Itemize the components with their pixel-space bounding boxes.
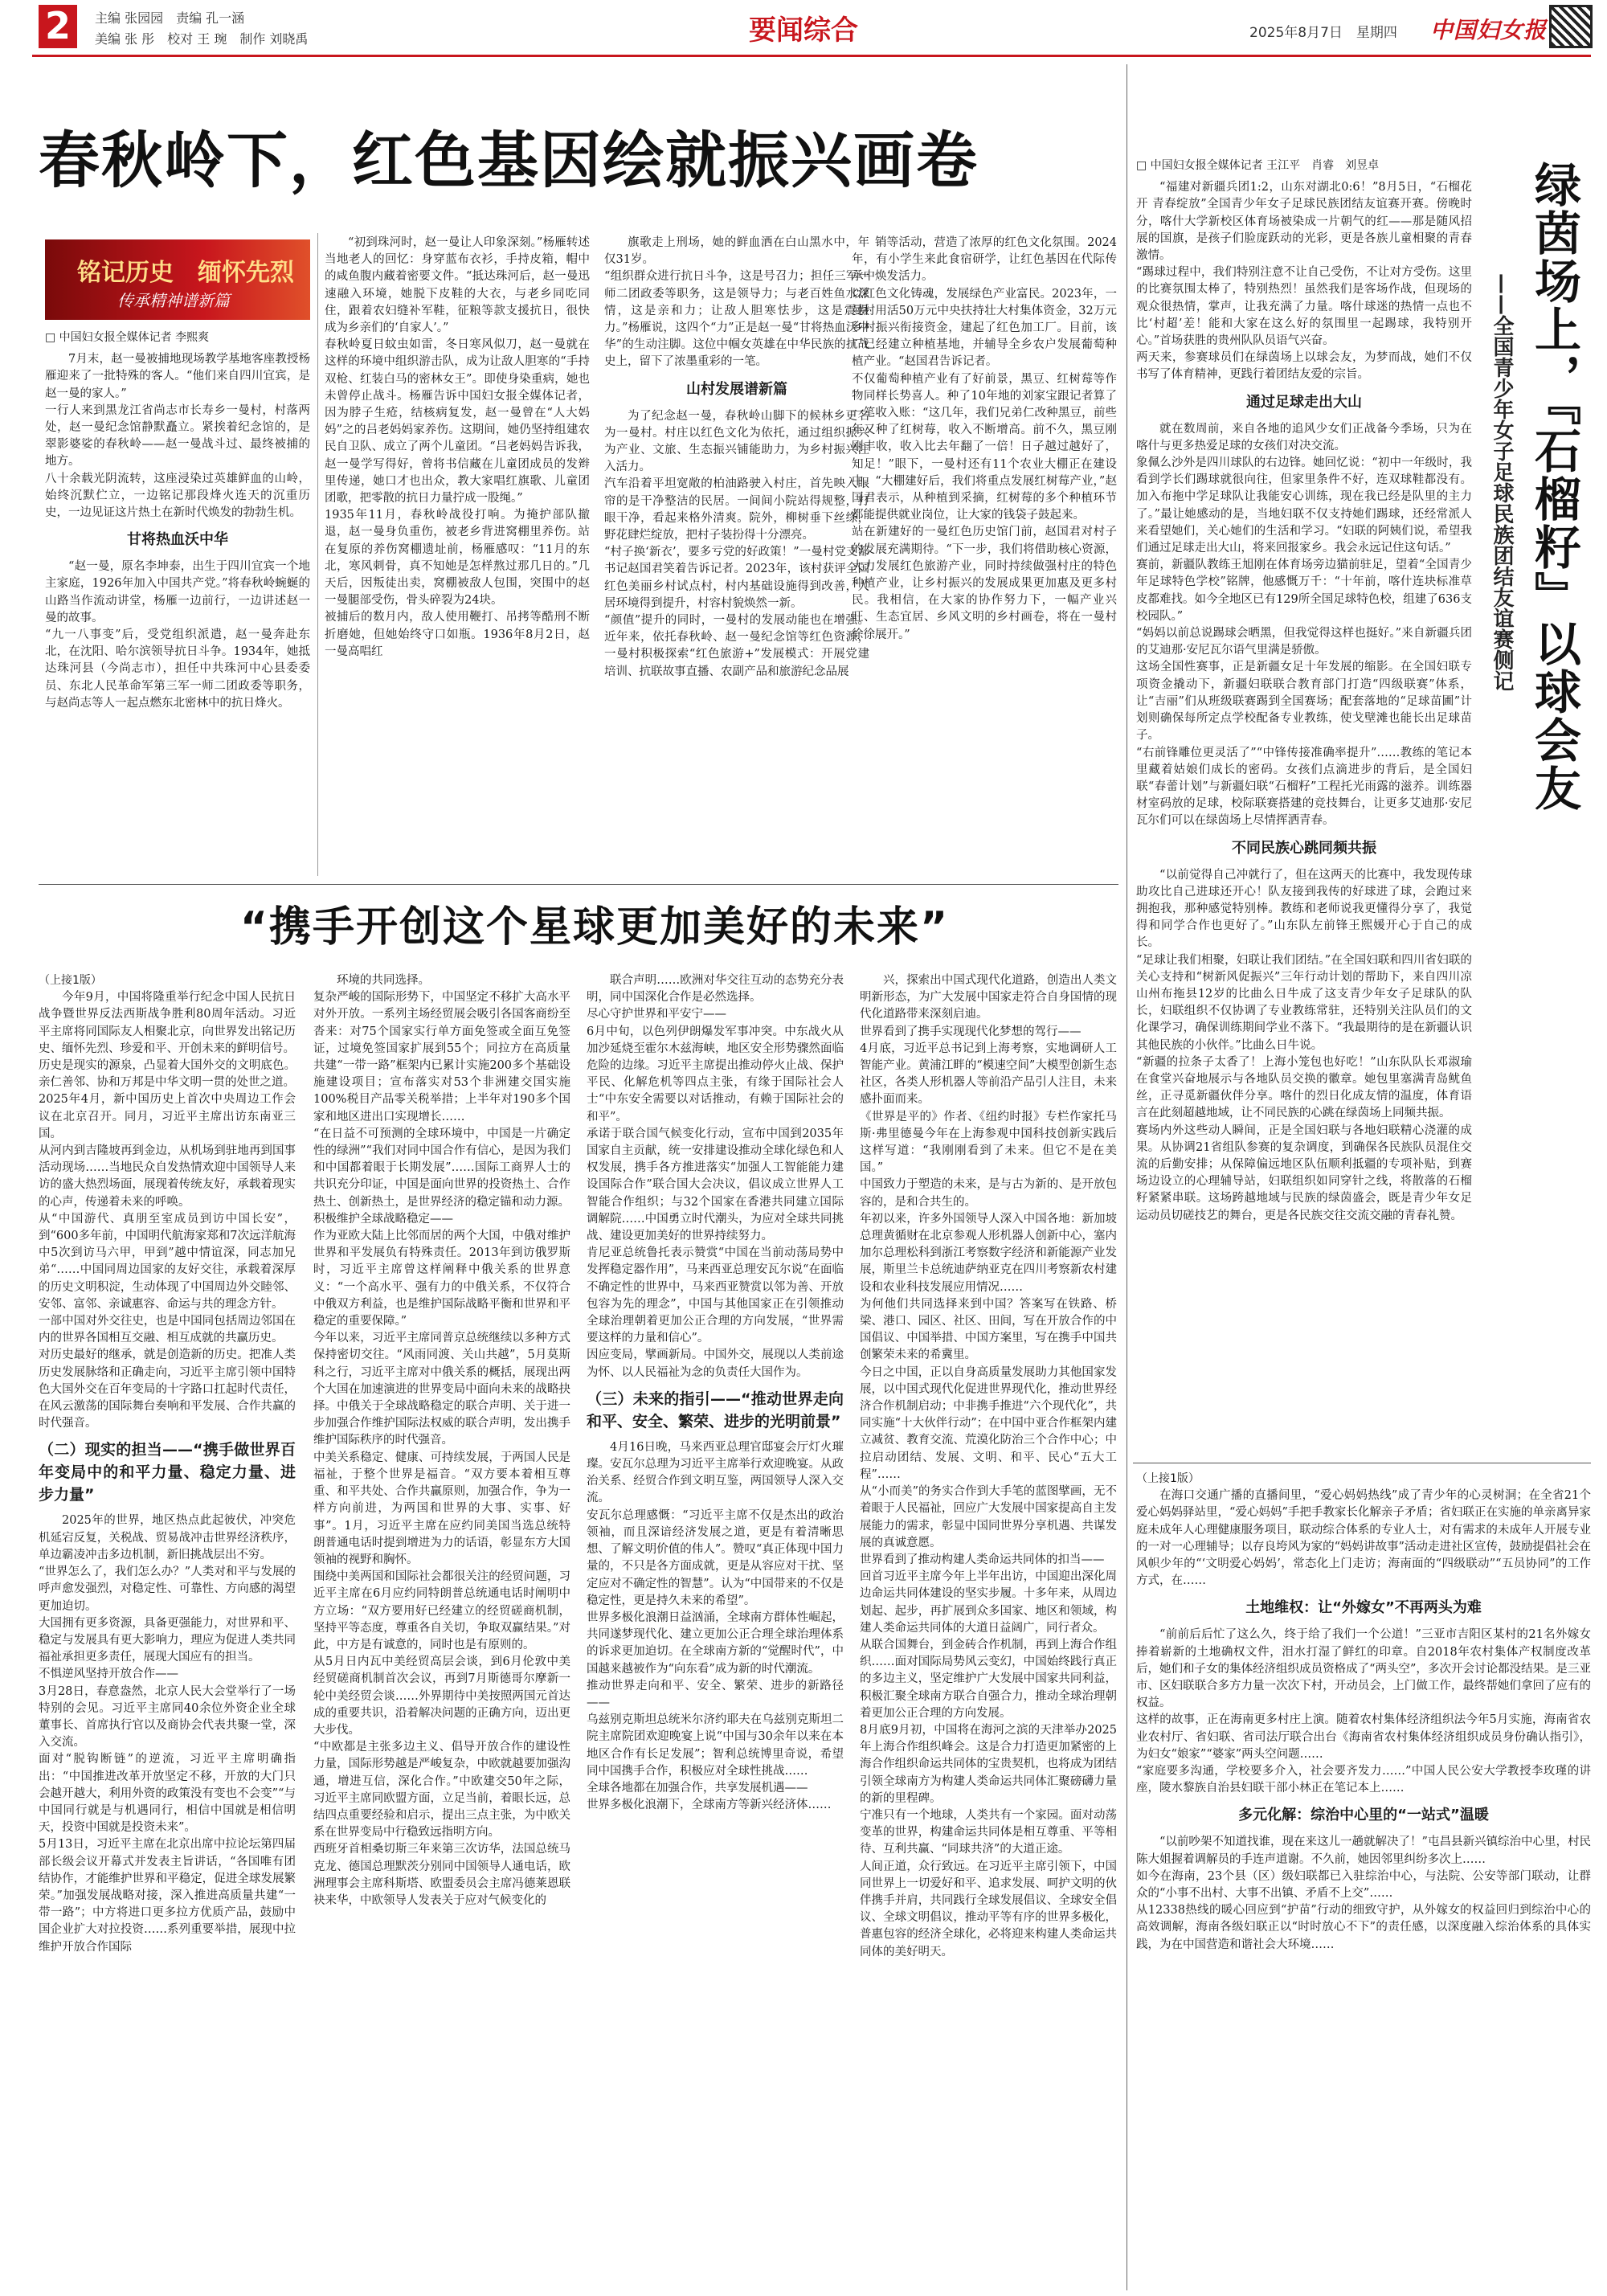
story3-vertical-subtitle: ——全国青少年女子足球民族团结友谊赛侧记 [1490,273,1514,691]
issue-date: 2025年8月7日 星期四 [1249,25,1397,41]
story1-col2-text: “初到珠河时，赵一曼让人印象深刻。”杨雁转述当地老人的回忆：身穿蓝布衣衫，手持皮箱，帽中的咸鱼腹内藏着密要文件。“抵达珠河后，赵一曼迅速融入环境，她脱下皮鞋的大衣，与老乡同吃同住，跟着农妇缝补军鞋，征粮等款支援抗日，很快成为乡亲们的‘自家人’。” 春秋岭夏日蚊虫如雷，冬日寒风似刀，赵一曼就在这样的环境中组织游击队，成为让敌人胆寒的“手持双枪、红装白马的密林女王”。即使身染重病，她也未曾停止战斗。杨雁告诉中国妇女报全媒体记者，因为脖子生疮，结核病复发，赵一曼曾在“人大妈妈”之的吕老妈妈家养伤。这期间，她仍坚持组建农民自卫队、成立了两个儿童团。“吕老妈妈告诉我，赵一曼学写得好，曾将书信藏在儿童团成员的发辫里传递，她口才也出众，教大家唱红旗歌、儿童团团歌，把零散的抗日力量拧成一股绳。” 1935年11月，春秋岭战役打响。为掩护部队撤退，赵一曼身负重伤，被老乡背进窝棚里养伤。站在复原的养伤窝棚遗址前，杨雁感叹：“11月的东北，寒风刺骨，真不知她是怎样熬过那几日的。”几天后，因叛徒出卖，窝棚被敌人包围，突围中的赵一曼腿部受伤，骨头碎裂为24块。 被捕后的数月内，敌人使用鞭打、吊拷等酷刑不断折磨她，但她始终守口如瓶。1936年8月2日，赵一曼高唱红 [325,236,590,658]
story1-col3b-text: 为了纪念赵一曼，春秋岭山脚下的候林乡更名为一曼村。村庄以红色文化为依托，通过组织振兴为产业、文旅、生态振兴铺能助力，为乡村振兴注入活力。 汽车沿着平坦宽敞的柏油路驶入村庄，首先映入眼帘的是干净整洁的民居。一间间小院站得规整，打眼干净，看起来格外清爽。院外，柳树垂下丝绦，野花肆烂绽放，把村子装扮得十分漂亮。 “村子换‘新衣’，要多亏党的好政策！”一曼村党支部书记赵国君笑着告诉记者。2023年，该村获评全国红色美丽乡村试点村，村内基础设施得到改善，人居环境得到提升，村容村貌焕然一新。 “颜值”提升的同时，一曼村的发展动能也在增强。近年来，依托春秋岭、赵一曼纪念馆等红色资源，一曼村积极探索“红色旅游+”发展模式：开展党建培训、抗联故事直播、农副产品和旅游纪念品展 [604,409,869,678]
story2-section-2: （二）现实的担当——“携手做世界百年变局中的和平力量、稳定力量、进步力量” [39,1441,296,1504]
story3-text-1: “福建对新疆兵团1:2，山东对湖北0:6！”8月5日，“石榴花开 青春绽放”全国青少年女子足球民族团结友谊赛开赛。傍晚时分，喀什大学新校区体育场被染成一片朝气的红——那是随风招展的国旗，是孩子们脸庞跃动的光彩，更是各族儿童相聚的青春激情。 “踢球过程中，我们特别注意不让自己受伤，不让对方受伤。这里的比赛氛围太棒了，特别热烈！虽然我们是客场作战，但现场的观众很热情，掌声，让我充满了力量。喀什球迷的热情一点也不比‘村超’差！能和大家在这么好的氛围里一起踢球，我特别开心。”首场获胜的贵州队队员语气兴奋。 两天来，参赛球员们在绿茵场上以球会友，为梦而战，她们不仅书写了体育精神，更践行着团结友爱的宗旨。 [1136,181,1472,382]
story1-col4-text: 销等活动，营造了浓厚的红色文化氛围。2024年，有小学生来此食宿研学，让红色基因在代际传承中焕发活力。 以红色文化铸魂，发展绿色产业富民。2023年，一曼村用活50万元中央扶持壮大村集体资金，32万元乡村振兴衔接资金，建起了红色加工厂。目前，该厂已经建立种植基地，并辅导全乡农户发展葡萄种植产业。“赵国君告诉记者。 不仅葡萄种植产业有了好前景，黑豆、红树莓等作物同样长势喜人。种了10年地的刘家宝跟记者算了一笔收入账：“这几年，我们兄弟仁改种黑豆，前些年又种了红树莓，收入不断增高。前不久，黑豆刚刚丰收，收入比去年翻了一倍！日子越过越好了，知足！”眼下，一曼村还有11个农业大棚正在建设中。“大棚建好后，我们将重点发展红树莓产业，”赵国君表示，从种植到采摘，红树莓的多个种植环节都能提供就业岗位，让大家的钱袋子鼓起来。 站在新建好的一曼红色历史馆门前，赵国君对村子的发展充满期待。“下一步，我们将借助核心资源，大力发展红色旅游产业，同时持续做强村庄的特色种植产业，让乡村振兴的发展成果更加惠及更多村民。我相信，在大家的协作努力下，一幅产业兴旺、生态宜居、乡风文明的乡村画卷，将在一曼村徐徐展开。” [852,236,1117,641]
qr-code-icon [1549,5,1593,48]
story2-col1-text: 今年9月，中国将隆重举行纪念中国人民抗日战争暨世界反法西斯战争胜利80周年活动。习近平主席将同国际友人相聚北京，向世界发出铭记历史、缅怀先烈、珍爱和平、开创未来的鲜明信号。 历史是现实的源泉，凸显着大国外交的文明底色。亲仁善邻、协和万邦是中华文明一贯的处世之道。 2025年4月，新中国历史上首次中央周边工作会议在北京召开。同月，习近平主席出访东南亚三国。 从河内到吉隆坡再到金边，从机场到驻地再到国事活动现场……当地民众自发热情欢迎中国领导人来访的盛大热烈场面，展现着传统友好，承载着现实的心声，传递着未来的呼唤。 从“中国游代、真朋至室成员到访中国长安”，到“600多年前，中国明代航海家郑和7次远洋航海中5次到访马六甲，甲到”越中情谊深，同志加兄弟“……中国同周边国家的友好交往，承载着深厚的历史文明积淀，生动体现了中国周边外交睦邻、安邻、富邻、亲诚惠容、命运与共的理念方针。 一部中国对外交往史，也是中国同包括周边邻国在内的世界各国相互交融、相互成就的共赢历史。 对历史最好的继承，就是创造新的历史。把准人类历史发展脉络和正确走向，习近平主席引领中国特色大国外交在百年变局的十字路口扛起时代责任，在风云激荡的国际舞台奏响和平发展、合作共赢的时代强音。 [39,991,296,1430]
story3-vertical-title: 绿茵场上，『石榴籽』以球会友 [1527,161,1581,812]
story2-col2-text: 环境的共同选择。 复杂严峻的国际形势下，中国坚定不移扩大高水平对外开放。一系列主场经贸展会吸引各国客商纷至沓来：对75个国家实行单方面免签或全面互免签证，过境免签国家扩展到55个；同拉方在高质量共建“一带一路”框架内已累计实施200多个基础设施建设项目；宣布落实对53个非洲建交国实施100%税目产品零关税举措；上半年对190多个国家和地区进出口实现增长…… “在日益不可预测的全球环境中，中国是一片确定性的绿洲”“我们对同中国合作有信心，是因为我们和中国都着眼于长期发展”……国际工商界人士的共识充分印证，中国是面向世界的投资热土、合作热土、创新热土，是世界经济的稳定锚和动力源。 积极维护全球战略稳定—— 作为亚欧大陆上比邻而居的两个大国，中俄对维护世界和平发展负有特殊责任。2013年到访俄罗斯时，习近平主席曾这样阐释中俄关系的世界意义：“一个高水平、强有力的中俄关系，不仅符合中俄双方利益，也是维护国际战略平衡和世界和平稳定的重要保障。” 今年以来，习近平主席同普京总统继续以多种方式保持密切交往。“风雨同渡、关山共越”，5月莫斯科之行，习近平主席对中俄关系的概括，展现出两个大国在加速演进的世界变局中面向未来的战略抉择。中俄关于全球战略稳定的联合声明、关于进一步加强合作维护国际法权威的联合声明，发出携手维护国际秩序的时代强音。 中美关系稳定、健康、可持续发展，于两国人民是福祉，于整个世界是福音。“双方要本着相互尊重、和平共处、合作共赢原则，加强合作，争为一样方向前进，为两国和世界的大事、实事、好事”。1月，习近平主席在应约同美国当选总统特朗普通电话时提到增进为力的话语，彰显东方大国领袖的视野和胸怀。 围绕中美两国和国际社会都很关注的经贸问题，习近平主席在6月应约同特朗普总统通电话时阐明中方立场：“双方要用好已经建立的经贸磋商机制，坚持平等态度，尊重各自关切，争取双赢结果。”对此，中方是有诚意的，同时也是有原则的。 从5月日内瓦中美经贸高层会谈，到6月伦敦中美经贸磋商机制首次会议，再到7月斯德哥尔摩新一轮中美经贸会谈……外界期待中美按照两国元首达成的重要共识，沿着解决问题的正确方向，迈出更大步伐。 “中欧都是主张多边主义、倡导开放合作的建设性力量，国际形势越是严峻复杂，中欧就越要加强沟通，增进互信，深化合作。”中欧建交50年之际，习近平主席同欧盟方面，立足当前，着眼长远，总结四点重要经验和启示，提出三点主张，为中欧关系在世界变局中行稳致远指明方向。 西班牙首相桑切斯三年来第三次访华，法国总统马克龙、德国总理默茨分别同中国领导人通电话，欧洲理事会主席科斯塔、欧盟委员会主席冯德莱恩联袂来华，中欧领导人发表关于应对气候变化的 [313,974,570,1907]
story3-byline-text: □ 中国妇女报全媒体记者 王江平 肖睿 刘昱卓 [1136,159,1380,172]
story2-col1b-text: 2025年的世界，地区热点此起彼伏，冲突危机延宕反复，关税战、贸易战冲击世界经济秩序，单边霸凌冲击多边机制，新旧挑战层出不穷。 “世界怎么了，我们怎么办？”人类对和平与发展的呼声愈发强烈，对稳定性、可靠性、方向感的渴望更加迫切。 大国拥有更多资源，具备更强能力，对世界和平、稳定与发展具有更大影响力，理应为促进人类共同福祉承担更多责任，展现大国应有的担当。 不惧逆风坚持开放合作—— 3月28日，春意盎然，北京人民大会堂举行了一场特别的会见。习近平主席同40余位外资企业全球董事长、首席执行官以及商协会代表共聚一堂，深入交流。 面对“脱钩断链”的逆流，习近平主席明确指出：“中国推进改革开放坚定不移，开放的大门只会越开越大，利用外资的政策没有变也不会变”“与中国同行就是与机遇同行，相信中国就是相信明天，投资中国就是投资未来”。 5月13日，习近平主席在北京出席中拉论坛第四届部长级会议开幕式并发表主旨讲话，“各国唯有团结协作，才能维护世界和平稳定，促进全球发展繁荣。”加强发展战略对接，深入推进高质量共建“一带一路”；中方将进口更多拉方优质产品，鼓励中国企业扩大对拉投资……系列重要举措，展现中拉维护开放合作国际 [39,1514,296,1954]
story3-subhead-1: 通过足球走出大山 [1246,393,1362,411]
page-number: 2 [44,4,71,47]
banner-sub: 传承精神谱新篇 [117,291,230,310]
header-rule [32,55,1591,57]
story4-subhead-2: 多元化解：综治中心里的“一站式”温暖 [1238,1807,1489,1824]
story2-col3-text: 联合声明……欧洲对华交往互动的态势充分表明，同中国深化合作是必然选择。 尽心守护世界和平安宁—— 6月中旬，以色列伊朗爆发军事冲突。中东战火从加沙延烧至霍尔木兹海峡，地区安全形势骤然面临危险的边缘。习近平主席提出推动停火止战、保护平民、化解危机等四点主张，有缘于国际社会人士“中东安全需要以对话推动，有赖于国际社会的和平”。 承诺于联合国气候变化行动，宣布中国到2035年国家自主贡献，统一安排建设推动全球化绿色和人权发展，携手各方推进落实“加强人工智能能力建设国际合作”联合国大会决议，倡议成立世界人工智能合作组织；与32个国家在香港共同建立国际调解院……中国勇立时代潮头，为应对全球共同挑战、建设更加美好的世界持续努力。 肯尼亚总统鲁托表示赞赏“中国在当前动荡局势中发挥稳定器作用”，马来西亚总理安瓦尔说“在面临不确定性的世界中，马来西亚赞赏以邻为善、开放包容为先的理念”，中国与其他国家正在引领推动全球治理朝着更加公正合理的方向发展，“世界需要这样的力量和信心”。 因应变局，擘画新局。中国外交，展现以人类前途为怀、以人民福祉为念的负责任大国作为。 [587,974,844,1379]
divider [317,233,318,876]
story4-col [1136,1471,1591,2290]
story1-subhead-2: 山村发展谱新篇 [686,380,787,398]
story2-col3 [587,972,844,2290]
header [0,0,1607,53]
story3-text-2: 就在数周前，来自各地的追风少女们正战备今季场，只为在喀什与更多热爱足球的女孩们对决交流。 象佩么沙外是四川球队的右边锋。她回忆说：“初中一年级时，我看到学长们踢球就很向往，但家里条件不好，连双球鞋都没有。加入布拖中学足球队让我能安心训练，现在我已经是队里的主力了。”最让她感动的是，当地妇联不仅支持她们踢球，还经常派人来看望她们，关心她们的生活和学习。“妇联的阿姨们说，希望我们通过足球走出大山，将来回报家乡。我会永远记住这句话。” 赛前，新疆队教练王旭刚在体育场旁边猫前驻足，望着“全国青少年足球特色学校”铭牌，他感慨万千：“十年前，喀什连块标准草皮都难找。如今全地区已有129所全国足球特色校，组建了636支校园队。” “妈妈以前总说踢球会晒黑，但我觉得这样也挺好。”来自新疆兵团的艾迪那·安尼瓦尔语气里满是骄傲。 这场全国性赛事，正是新疆女足十年发展的缩影。在全国妇联专项资金撬动下，新疆妇联联合教育部门打造“四级联赛”体系，让“吉丽”们从班级联赛踢到全国赛场；配套落地的“足球苗圃”计划则确保每所定点学校配备专业教练，使戈壁滩也能长出足球苗子。 “右前锋雕位更灵活了”“中锋传接准确率提升”……教练的笔记本里藏着姑娘们成长的密码。女孩们点滴进步的背后，是全国妇联“春蕾计划”与新疆妇联“石榴籽”工程托光雨露的滋养。训练器材室码放的足球，校际联赛搭建的竞技舞台，让更多艾迪那·安尼瓦尔们可以在绿茵场上尽情挥洒青春。 [1136,422,1472,828]
story1-col1-text: 7月末，赵一曼被捕地现场教学基地客座教授杨雁迎来了一批特殊的客人。“他们来自四川宜宾，是赵一曼的家人。” 一行人来到黑龙江省尚志市长寿乡一曼村，村落两处，赵一曼纪念馆静默矗立。紧挨着纪念馆的，是翠影婆娑的春秋岭——赵一曼战斗过、最终被捕的地方。 八十余载光阴流转，这座浸染过英雄鲜血的山岭，始终沉默伫立，一边铭记那段烽火连天的沉重历史，一边见证这片热土在新时代焕发的勃勃生机。 [45,353,310,520]
story1-col3 [604,235,869,878]
newspaper-logo: 中国妇女报 [1430,17,1548,43]
story2-headline: “携手开创这个星球更加美好的未来” [239,903,950,952]
story2-col2 [313,972,570,2290]
story2-col1 [39,972,296,2290]
story3-text-3: “以前觉得自己冲就行了，但在这两天的比赛中，我发现传球助攻比自己进球还开心！队友接到我传的好球进了球，会跑过来拥抱我，那种感觉特别棒。教练和老师说我更懂得分享了，我觉得和同学合作也更好了。”山东队左前锋王熙媛开心于自己的成长。 “足球让我们相聚，妇联让我们团结。”在全国妇联和四川省妇联的关心支持和“树新风促振兴”三年行动计划的帮助下，来自四川凉山州布拖县12岁的比曲么日牛成了这支青少年女子足球队的队长，妇联组织不仅协调了专业教练常驻，还特别关注队员们的文化课学习，确保训练期间学业不落下。“我最期待的是在新疆认识其他民族的小伙伴。”比曲么日牛说。 “新疆的拉条子太香了！上海小笼包也好吃！”山东队队长邓淑瑜在食堂兴奋地展示与各地队员交换的徽章。她包里塞满青岛鱿鱼丝，正寻觅新疆伙伴分享。喀什的烈日化成友情的温度，体育语言在此刻超越地域，让不同民族的心跳在绿茵场上同频共振。 赛场内外这些动人瞬间，正是全国妇联与各地妇联精心浇灌的成果。从协调21省组队参赛的复杂调度，到确保各民族队员混住交流的后勤安排；从保障偏远地区队伍顺利抵疆的专项补贴，到赛场边设立的心理辅导站，妇联组织如同穿针之线，将散落的石榴籽紧紧串联。这场跨越地域与民族的绿茵盛会，既是青少年女足运动员切磋技艺的舞台，更是各民族交往交流交融的青春礼赞。 [1136,868,1472,1222]
story2-continued: （上接1版） [39,974,102,987]
story3-subhead-2: 不同民族心跳同频共振 [1232,839,1376,857]
story1-banner [45,239,310,320]
story2-col4-text: 兴，探索出中国式现代化道路，创造出人类文明新形态，为广大发展中国家走符合自身国情的现代化道路带来深刻启迪。 世界看到了携手实现现代化梦想的驾行—— 4月底，习近平总书记到上海考察，实地调研人工智能产业。黄浦江畔的“模速空间”大模型创新生态社区，各类人形机器人等前沿产品引人注目，未来感扑面而来。 《世界是平的》作者、《纽约时报》专栏作家托马斯·弗里德曼今年在上海参观中国科技创新实践后这样写道：“我刚刚看到了未来。但它不是在美国。” 中国致力于塑造的未来，是与古为新的、是开放包容的，是和合共生的。 年初以来，许多外国领导人深入中国各地：新加坡总理黄循财在北京参观人形机器人创新中心，塞内加尔总理松科到浙江考察数字经济和新能源产业发展，斯里兰卡总统迪萨纳亚克在四川考察新农村建设和农业科技发展应用情况…… 为何他们共同选择来到中国？答案写在铁路、桥梁、港口、园区、社区、田间，写在开放合作的中国倡议、中国举措、中国方案里，写在携手中国共创繁荣未来的希冀里。 今日之中国，正以自身高质量发展助力其他国家发展，以中国式现代化促进世界现代化，推动世界经济合作机制启动；中非携手推进“六个现代化”，共同实施“十大伙伴行动”；在中国中亚合作框架内建立减贫、教育交流、荒漠化防治三个合作中心；中拉启动团结、发展、文明、和平、民心“五大工程”…… 从“小而美”的务实合作到大手笔的蓝图擘画，无不着眼于人民福祉，回应广大发展中国家提高自主发展能力的需求，彰显中国同世界分享机遇、共谋发展的真诚意愿。 世界看到了推动构建人类命运共同体的扣当—— 回首习近平主席今年上半年出访，中国迎出深化周边命运共同体建设的坚实步履。十多年来，从周边划起、起步，再扩展到众多国家、地区和领域，构建人类命运共同体的大道日益阔广，同行者众。 从联合国舞台，到金砖合作机制，再到上海合作组织……面对国际局势风云变幻，中国始终践行真正的多边主义，坚定维护广大发展中国家共同利益，积极汇聚全球南方联合自强合力，推动全球治理朝着更加公正合理的方向发展。 8月底9月初，中国将在海河之滨的天津举办2025年上海合作组织峰会。这是合力打造更加紧密的上海合作组织命运共同体的宝贵契机，也将成为团结引领全球南方为构建人类命运共同体汇聚磅礴力量的新的里程碑。 宁准只有一个地球，人类共有一个家园。面对动荡变革的世界，构建命运共同体是相互尊重、平等相待、互利共赢、“同球共济”的大道正途。 人间正道，众行致远。在习近平主席引领下，中国同世界上一切爱好和平、追求发展、呵护文明的伙伴携手并肩，共同践行全球发展倡议、全球安全倡议、全球文明倡议，推动平等有序的世界多极化，普惠包容的经济全球化，必将迎来构建人类命运共同体的美好明天。 [860,974,1117,1958]
story1-col4 [852,235,1117,878]
banner-main: 铭记历史 缅怀先烈 [77,259,294,287]
story4-subhead-1: 土地维权：让“外嫁女”不再两头为难 [1245,1599,1482,1617]
story1-byline: □ 中国妇女报全媒体记者 李熙爽 [45,331,210,344]
story2-section-3: （三）未来的指引——“推动世界走向和平、安全、繁荣、进步的光明前景” [587,1389,844,1430]
staff-line-1: 主编 张园园 责编 孔一涵 [95,10,245,26]
staff-line-2: 美编 张 彤 校对 王 琬 制作 刘晓禹 [95,31,309,47]
story1-col1 [45,329,310,884]
story4-continued: （上接1版） [1136,1472,1200,1485]
story4-text-2: “前前后后忙了这么久，终于给了我们一个公道！”三亚市吉阳区某村的21名外嫁女捧着崭新的土地确权文件，泪水打湿了鲜红的印章。自2018年农村集体产权制度改革后，她们和子女的集体经济组织成员资格成了“两头空”，多次开会讨论都没结果。是三亚市、区妇联联合多方力量一次次下村，开动员会，上门做工作，最终帮她们拿回了应有的权益。 这样的故事，正在海南更多村庄上演。随着农村集体经济组织法今年5月实施，海南省农业农村厅、省妇联、省司法厅联合出台《海南省农村集体经济组织成员身份确认指引》，为妇女“娘家”“婆家”两头空问题…… “家庭要多沟通，学校要多介入，社会要齐发力……”中国人民公安大学教授李玫瑾的讲座，陵水黎族自治县妇联干部小林正在笔记本上…… [1136,1628,1591,1795]
section-title: 要闻综合 [749,14,858,47]
story1-headline: 春秋岭下，红色基因绘就振兴画卷 [39,125,979,196]
story4-text-3: “以前吵架不知道找谁，现在来这儿一趟就解决了！”屯昌县新兴镇综治中心里，村民陈大姐握着调解员的手连声道谢。不久前，她因邻里纠纷多次上…… 如今在海南，23个县（区）级妇联都已入驻综治中心，与法院、公安等部门联动，让群众的“小事不出村、大事不出镇、矛盾不上交”…… 从12338热线的暖心回应到“护苗”行动的细致守护，从外嫁女的权益回归到综治中心的高效调解，海南各级妇联正以“时时放心不下”的责任感，以深度融入综治体系的具体实践，为在中国营造和谐社会大环境…… [1136,1836,1591,1951]
story1-bottom-rule [39,884,1118,885]
story1-subhead-1: 甘将热血沃中华 [127,531,228,549]
story4-text-1: 在海口交通广播的直播间里，“爱心妈妈热线”成了青少年的心灵树洞；在全省21个爱心妈妈驿站里，“爱心妈妈”手把手教家长化解亲子矛盾；省妇联正在实施的单亲离异家庭未成年人心理健康服务项目，联动综合体系的专业人士，对有需求的未成年人开展专业的一对一心理辅导；以存良垮风为家的“妈妈讲故事”活动走进社区宣传，鼓励提倡社会在风帜少年的“‘文明爱心妈妈’，常态化上门走访；海南面的“四级联动”“五员协同”的工作方式，在…… [1136,1489,1591,1588]
story1-col3-text: 旗歌走上刑场，她的鲜血洒在白山黑水中，年仅31岁。 “组织群众进行抗日斗争，这是号召力；担任三军一师二团政委等职务，这是领导力；与老百姓鱼水深情，这是亲和力；让敌人胆寒怯步，这是震慑力。”杨雁说，这四个“力”正是赵一曼“甘将热血沃中华”的生动注脚。这位中帼女英雄在中华民族的抗战史上，留下了浓墨重彩的一笔。 [604,236,869,369]
story2-col4 [860,972,1117,2290]
story1-col2 [325,235,590,878]
story1-col1b-text: “赵一曼，原名李坤泰，出生于四川宜宾一个地主家庭，1926年加入中国共产党。”将春秋岭蜿蜒的山路当作流动讲堂，杨雁一边前行，一边讲述赵一曼的故事。 “九一八事变”后，受党组织派遣，赵一曼奔赴东北，在沈阳、哈尔滨领导抗日斗争。1934年，她抵达珠河县（今尚志市），担任中共珠河中心县委委员、东北人民革命军第三军一师二团政委等职务，与赵尚志等人一起点燃东北密林中的抗日烽火。 [45,560,310,710]
story3-col [1136,158,1472,1451]
story2-col3b-text: 4月16日晚，马来西亚总理官邸宴会厅灯火璀璨。安瓦尔总理为习近平主席举行欢迎晚宴。从政治关系、经贸合作到文明互鉴，两国领导人深入交流。 安瓦尔总理感慨：“习近平主席不仅是杰出的政治领袖，而且深谙经济发展之道，更是有着清晰思想、了解文明价值的伟人”。赞叹“真正体现中国力量的，不只是各方面成就，更是从容应对干扰、坚定应对不确定性的智慧”。认为“中国带来的不仅是稳定性，更是持久未来的希望”。 世界多极化浪潮日益汹涌，全球南方群体性崛起，共同遂梦现代化、建立更加公正合理全球治理体系的诉求更加迫切。在全球南方新的“觉醒时代”，中国越来越被作为“向东看”成为新的时代潮流。 推动世界走向和平、安全、繁荣、进步的新路径—— 乌兹别克斯坦总统米尔济约耶夫在乌兹别克斯坦二院主席院团欢迎晚宴上说“中国与30余年以来在本地区合作有长足发展”；智利总统博里奇说，希望同中国携手合作，积极应对全球性挑战…… 全球各地都在加强合作，共享发展机遇—— 世界多极化浪潮下，全球南方等新兴经济体…… [587,1440,844,1812]
